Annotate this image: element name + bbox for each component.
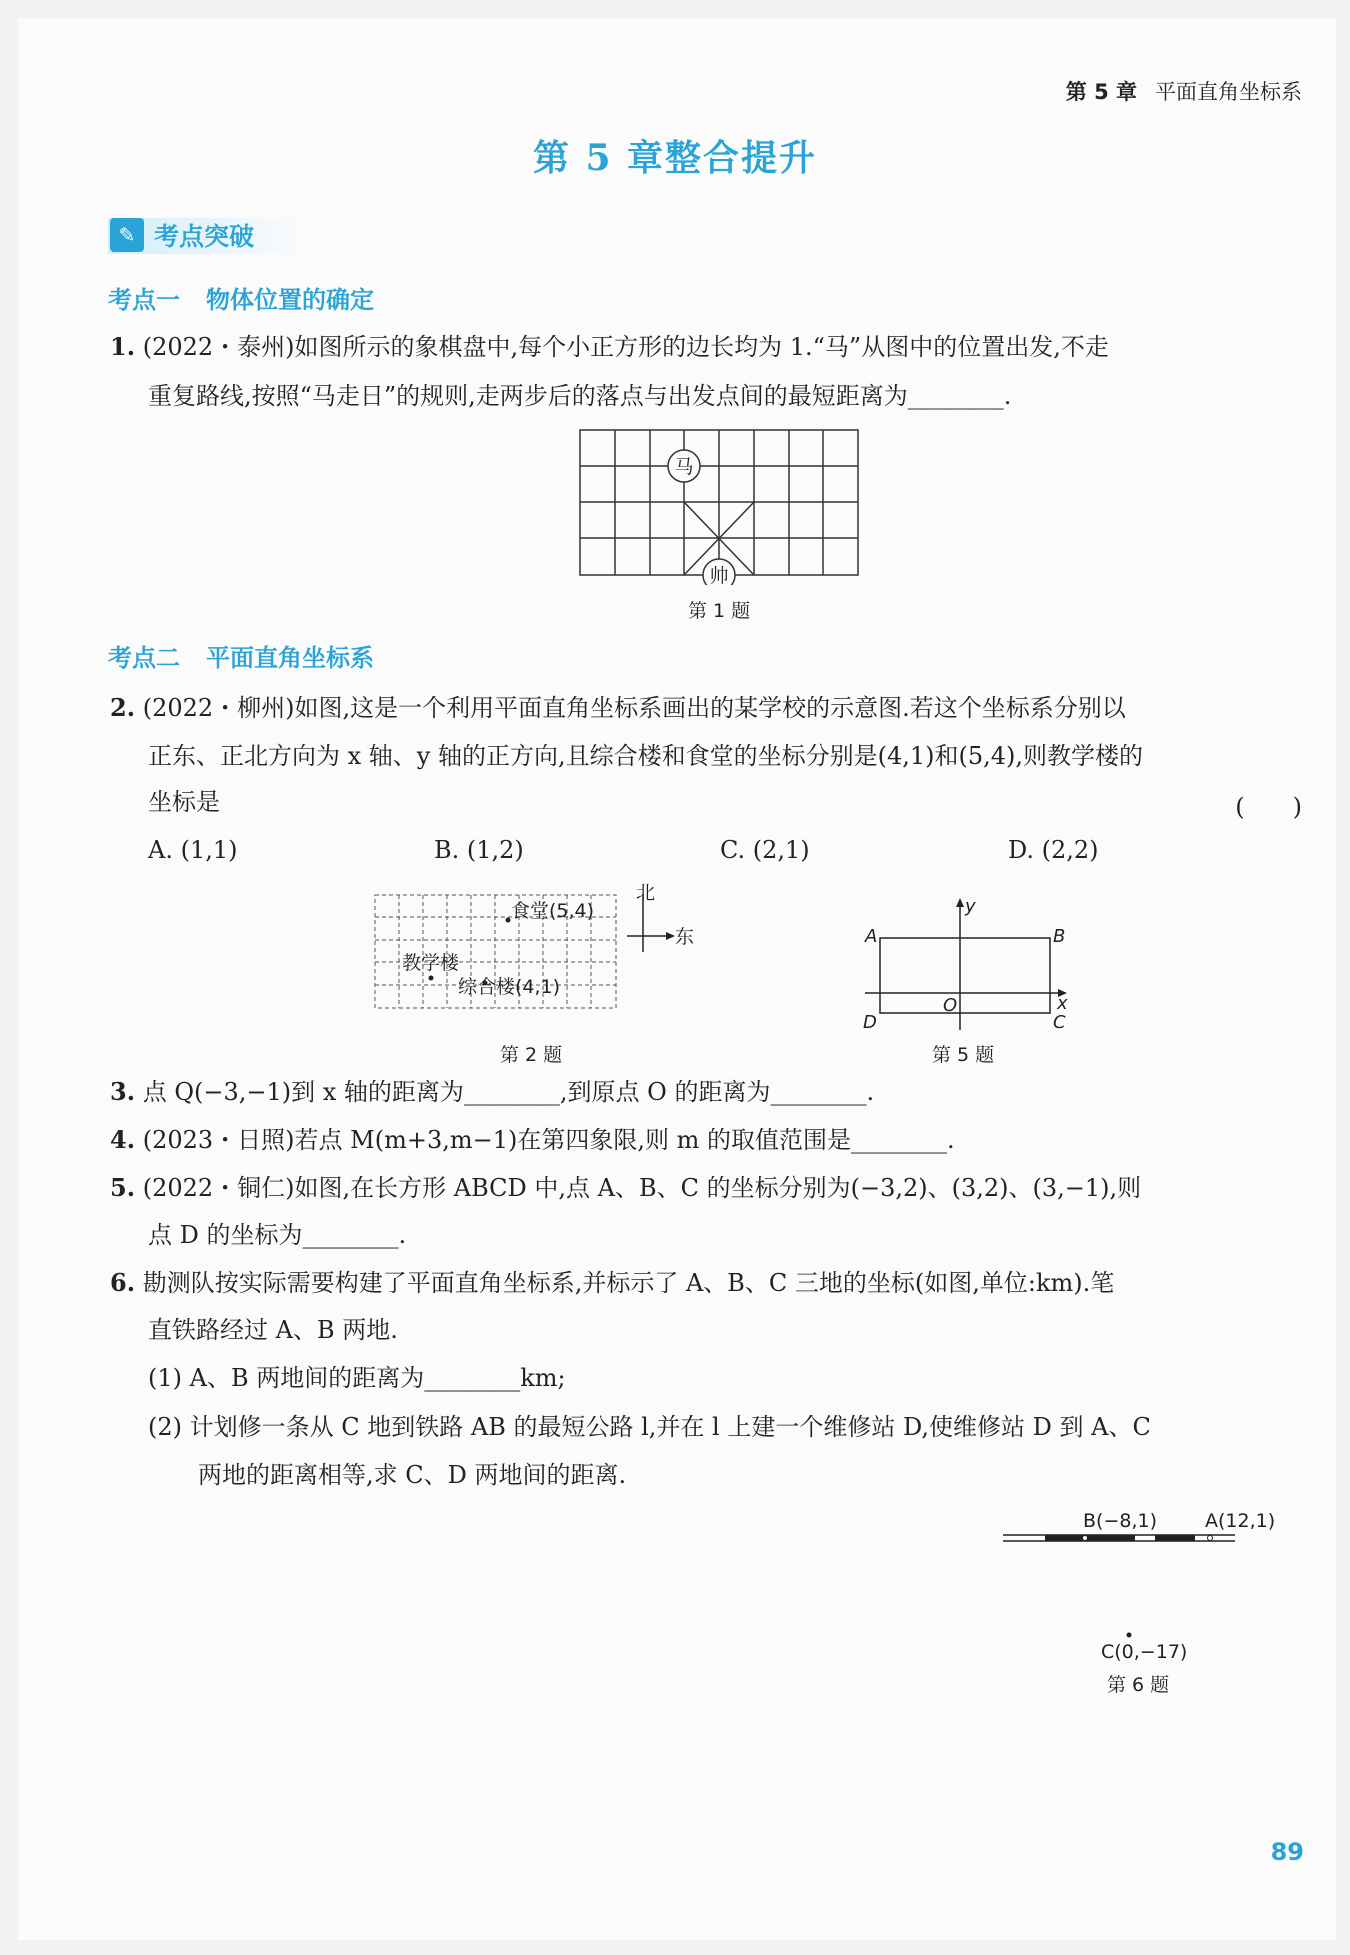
banner-label: 考点突破 [154,222,255,251]
pencil-icon: ✎ [110,218,144,252]
y-axis-label: y [965,896,976,917]
east-label: 东 [675,926,695,948]
horse-piece-label: 马 [674,456,694,478]
x-axis-label: x [1057,993,1068,1014]
section-heading-2: 考点二 平面直角坐标系 [108,644,374,672]
q2-option-d: D. (2,2) [1008,836,1099,864]
figure-rectangle-coordinates [855,890,1085,1040]
point-b-label: B [1053,926,1066,947]
point-b [1083,1536,1088,1541]
q6-part2-line2: 两地的距离相等,求 C、D 两地间的距离. [198,1461,627,1489]
railway-line [1003,1535,1235,1541]
q6-part2-line1: (2) 计划修一条从 C 地到铁路 AB 的最短公路 l,并在 l 上建一个维修站 D,使维修站 D 到 A、C [148,1413,1151,1441]
figure-chessboard [570,425,870,585]
q2-option-a: A. (1,1) [148,836,238,864]
point-a-label: A(12,1) [1205,1510,1276,1532]
q2-line1: 2. (2022・柳州)如图,这是一个利用平面直角坐标系画出的某学校的示意图.若这个坐标系分别以 [110,693,1126,722]
q6-line1: 6. 勘测队按实际需要构建了平面直角坐标系,并标示了 A、B、C 三地的坐标(如图,单位:km).笔 [110,1268,1115,1297]
q2-option-b: B. (1,2) [434,836,524,864]
point-a [1208,1536,1213,1541]
east-arrow-icon [666,932,675,940]
canteen-label: 食堂(5,4) [511,900,595,922]
origin-label: O [943,995,958,1016]
teaching-building-label: 教学楼 [402,952,460,974]
q2-line3: 坐标是 [148,788,220,816]
point-a-label: A [865,926,878,947]
running-header [1066,76,1302,106]
q2-option-c: C. (2,1) [720,836,810,864]
canteen-point [506,918,511,923]
q5-line1: 5. (2022・铜仁)如图,在长方形 ABCD 中,点 A、B、C 的坐标分别为(−3,2)、(3,2)、(3,−1),则 [110,1173,1142,1202]
q3-line: 3. 点 Q(−3,−1)到 x 轴的距离为________,到原点 O 的距离为________. [110,1077,875,1106]
q2-answer-paren: ( ) [1235,793,1302,821]
q6-part1: (1) A、B 两地间的距离为________km; [148,1364,566,1392]
y-axis-arrow-icon [956,898,964,907]
point-c-label: C [1053,1012,1066,1033]
point-c-label: C(0,−17) [1101,1641,1188,1663]
fig6-caption: 第 6 题 [1107,1674,1170,1696]
general-piece-label: 帅 [709,565,729,585]
point-c [1127,1633,1132,1638]
fig2-caption: 第 2 题 [500,1044,563,1066]
figure-railway [995,1495,1315,1710]
teaching-building-point [429,976,434,981]
north-label: 北 [636,882,656,904]
point-b-label: B(−8,1) [1083,1510,1157,1532]
q1-line1: 1. (2022・泰州)如图所示的象棋盘中,每个小正方形的边长均为 1.“马”从图中的位置出发,不走 [110,332,1109,361]
header-chapter: 第 5 章 [1065,80,1137,104]
point-d-label: D [863,1012,877,1033]
page-number: 89 [1270,1838,1304,1866]
figure-school-map [370,880,700,1040]
section-banner [108,214,408,256]
q2-line2: 正东、正北方向为 x 轴、y 轴的正方向,且综合楼和食堂的坐标分别是(4,1)和(5,4),则教学楼的 [148,742,1144,770]
fig5-caption: 第 5 题 [932,1044,995,1066]
fig1-caption: 第 1 题 [688,600,751,622]
q6-line2: 直铁路经过 A、B 两地. [148,1316,398,1344]
q1-line2: 重复路线,按照“马走日”的规则,走两步后的落点与出发点间的最短距离为________. [148,382,1012,410]
q4-line: 4. (2023・日照)若点 M(m+3,m−1)在第四象限,则 m 的取值范围是________. [110,1125,955,1154]
q5-line2: 点 D 的坐标为________. [148,1221,407,1249]
page-title: 第 5 章整合提升 [532,137,818,179]
complex-building-label: 综合楼(4,1) [458,976,561,998]
section-heading-1: 考点一 物体位置的确定 [108,286,374,314]
header-topic: 平面直角坐标系 [1155,80,1302,104]
